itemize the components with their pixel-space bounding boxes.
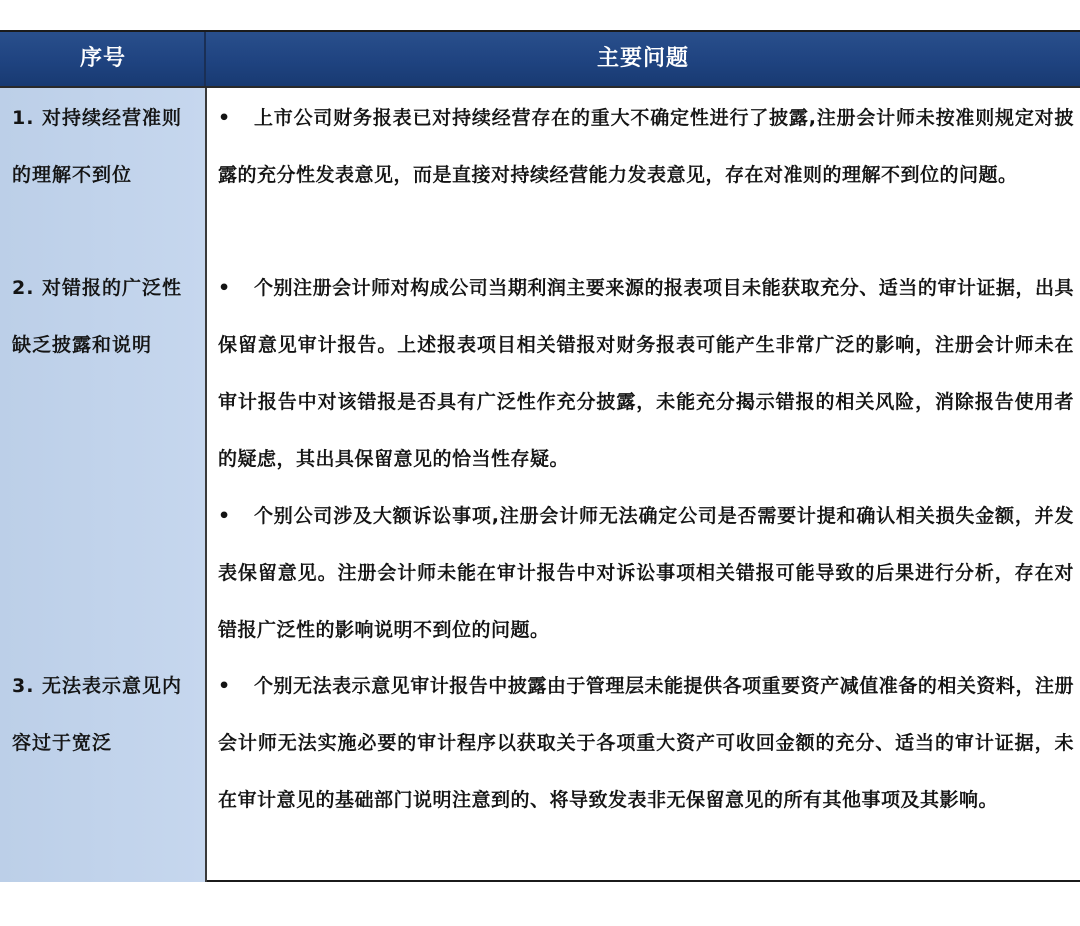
row-1-item-1: 上市公司财务报表已对持续经营存在的重大不确定性进行了披露,注册会计师未按准则规定对披露的充分性发表意见，而是直接对持续经营能力发表意见，存在对准则的理解不到位的问题。 [218, 107, 1074, 186]
row-2-item-2: 个别公司涉及大额诉讼事项,注册会计师无法确定公司是否需要计提和确认相关损失金额，并发表保留意见。注册会计师未能在审计报告中对诉讼事项相关错报可能导致的后果进行分析，存在对错报广泛性的影响说明不到位的问题。 [218, 505, 1074, 641]
row-2-item-1: 个别注册会计师对构成公司当期利润主要来源的报表项目未能获取充分、适当的审计证据，出具保留意见审计报告。上述报表项目相关错报对财务报表可能产生非常广泛的影响，注册会计师未在审计报告中对该错报是否具有广泛性作充分披露，未能充分揭示错报的相关风险，消除报告使用者的疑虑，其出具保留意见的恰当性存疑。 [218, 277, 1074, 470]
header-seq: 序号 [79, 46, 126, 71]
bullet-icon: • [218, 675, 231, 697]
bullet-icon: • [218, 107, 231, 129]
row-3-seq: 3. 无法表示意见内容过于宽泛 [12, 675, 183, 754]
row-1-seq: 1. 对持续经营准则的理解不到位 [12, 107, 183, 186]
header-problem: 主要问题 [596, 46, 689, 71]
bullet-icon: • [218, 277, 231, 299]
column-divider [205, 88, 207, 882]
row-3-item-1: 个别无法表示意见审计报告中披露由于管理层未能提供各项重要资产减值准备的相关资料，注册会计师无法实施必要的审计程序以获取关于各项重大资产可收回金额的充分、适当的审计证据，未在审计意见的基础部门说明注意到的、将导致发表非无保留意见的所有其他事项及其影响。 [218, 675, 1074, 811]
row-2-seq: 2. 对错报的广泛性缺乏披露和说明 [12, 277, 183, 356]
bullet-icon: • [218, 505, 231, 527]
table-header [0, 32, 1080, 88]
issues-table [0, 30, 1080, 882]
